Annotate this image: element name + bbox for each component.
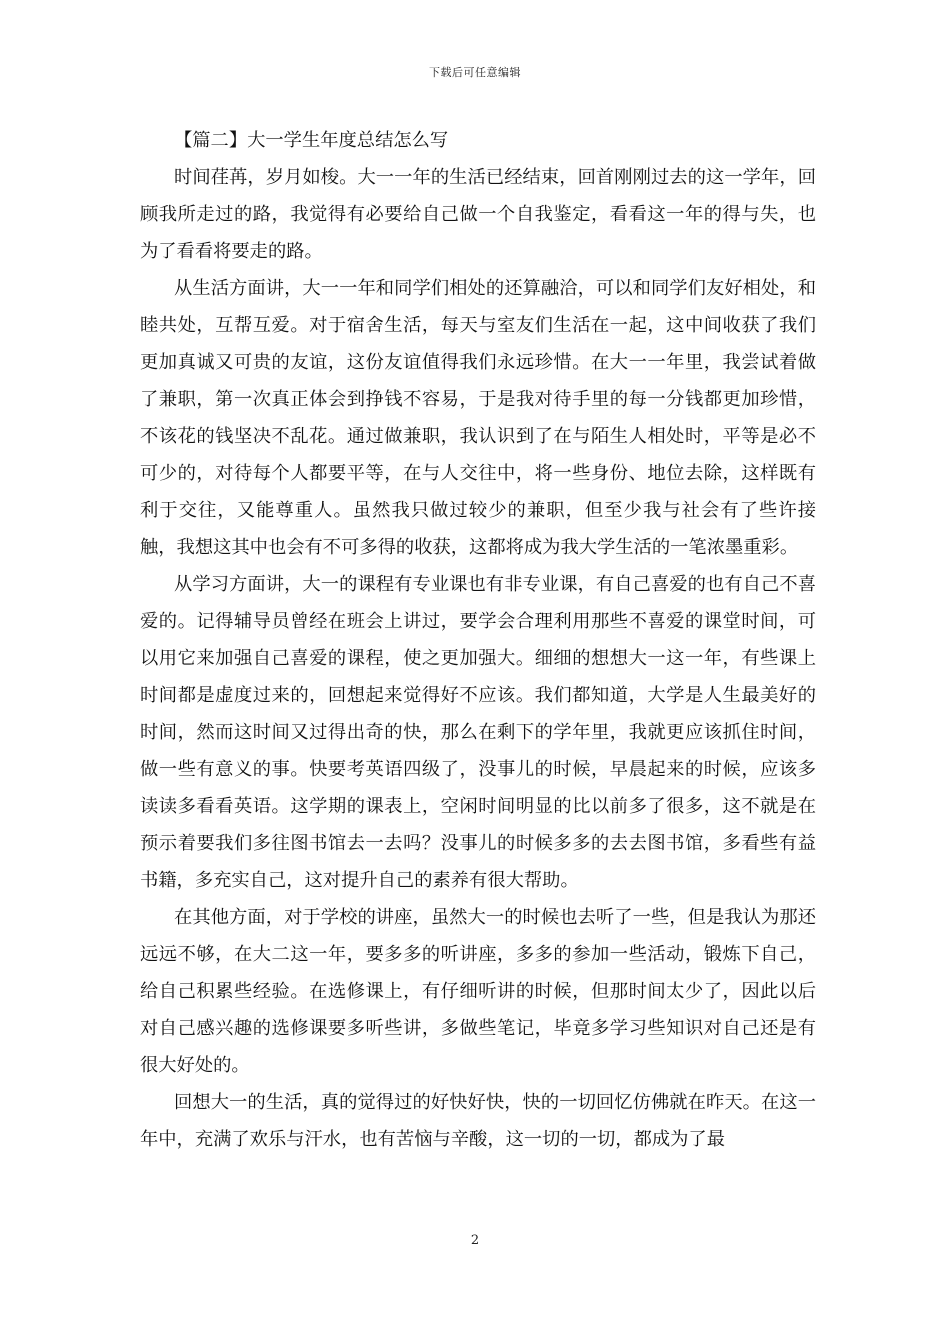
page-header: 下载后可任意编辑 [429, 66, 521, 79]
section-heading: 【篇二】大一学生年度总结怎么写 [174, 130, 449, 151]
paragraph-reflection: 回想大一的生活，真的觉得过的好快好快，快的一切回忆仿佛就在昨天。在这一年中，充满了欢乐与汗水，也有苦恼与辛酸，这一切的一切，都成为了最 [140, 1092, 816, 1150]
paragraph-life: 从生活方面讲，大一一年和同学们相处的还算融洽，可以和同学们友好相处，和睦共处，互帮互爱。对于宿舍生活，每天与室友们生活在一起，这中间收获了我们更加真诚又可贵的友谊，这份友谊值得我们永远珍惜。在大一一年里，我尝试着做了兼职，第一次真正体会到挣钱不容易，于是我对待手里的每一分钱都更加珍惜，不该花的钱坚决不乱花。通过做兼职，我认识到了在与陌生人相处时，平等是必不可少的，对待每个人都要平等，在与人交往中，将一些身份、地位去除，这样既有利于交往，又能尊重人。虽然我只做过较少的兼职，但至少我与社会有了些许接触，我想这其中也会有不可多得的收获，这都将成为我大学生活的一笔浓墨重彩。 [140, 278, 816, 558]
document-body [140, 122, 816, 1158]
paragraph-intro: 时间荏苒，岁月如梭。大一一年的生活已经结束，回首刚刚过去的这一学年，回顾我所走过的路，我觉得有必要给自己做一个自我鉴定，看看这一年的得与失，也为了看看将要走的路。 [140, 167, 816, 262]
page-number: 2 [470, 1233, 480, 1248]
paragraph-other: 在其他方面，对于学校的讲座，虽然大一的时候也去听了一些，但是我认为那还远远不够，在大二这一年，要多多的听讲座，多多的参加一些活动，锻炼下自己，给自己积累些经验。在选修课上，有仔细听讲的时候，但那时间太少了，因此以后对自己感兴趣的选修课要多听些讲，多做些笔记，毕竟多学习些知识对自己还是有很大好处的。 [140, 907, 816, 1076]
paragraph-study: 从学习方面讲，大一的课程有专业课也有非专业课，有自己喜爱的也有自己不喜爱的。记得辅导员曾经在班会上讲过，要学会合理利用那些不喜爱的课堂时间，可以用它来加强自己喜爱的课程，使之更加强大。细细的想想大一这一年，有些课上时间都是虚度过来的，回想起来觉得好不应该。我们都知道，大学是人生最美好的时间，然而这时间又过得出奇的快，那么在剩下的学年里，我就更应该抓住时间，做一些有意义的事。快要考英语四级了，没事儿的时候，早晨起来的时候，应该多读读多看看英语。这学期的课表上，空闲时间明显的比以前多了很多，这不就是在预示着要我们多往图书馆去一去吗？没事儿的时候多多的去去图书馆，多看些有益书籍，多充实自己，这对提升自己的素养有很大帮助。 [140, 574, 816, 891]
